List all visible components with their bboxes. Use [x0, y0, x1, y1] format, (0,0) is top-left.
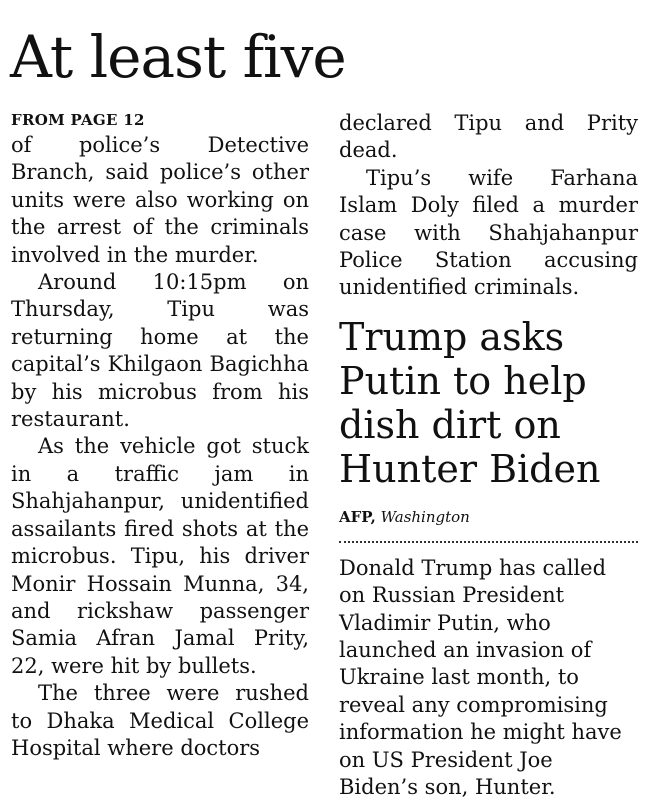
byline	[339, 507, 638, 527]
body-paragraph: Around 10:15pm on Thursday, Tipu was returning home at the capital’s Khilgaon Bagichha by his microbus from his restaurant.	[11, 270, 309, 432]
second-article-headline: Trump asks Putin to help dish dirt on Hunter Biden	[339, 314, 601, 491]
body-paragraph: As the vehicle got stuck in a traffic jam in Shahjahanpur, unidentified assailants fired shots at the microbus. Tipu, his driver Monir Hossain Munna, 34, and rickshaw passenger Samia Afran Jamal Prity, 22, were hit by bullets.	[11, 434, 309, 678]
byline-agency: AFP,	[339, 507, 376, 526]
left-column	[11, 110, 309, 762]
body-paragraph: declared Tipu and Prity dead.	[339, 111, 638, 163]
byline-dateline: Washington	[380, 507, 470, 526]
body-paragraph: of police’s Detective Branch, said police’s other units were also working on the arrest of the criminals involved in the murder.	[11, 133, 309, 267]
right-column	[339, 110, 638, 802]
dotted-divider	[339, 541, 638, 543]
body-paragraph: Tipu’s wife Farhana Islam Doly filed a murder case with Shahjahanpur Police Station accusing unidentified criminals.	[339, 165, 638, 300]
lead-paragraph: Donald Trump has called on Russian President Vladimir Putin, who launched an invasion of Ukraine last month, to reveal any compromising information he might have on US President Joe Biden’s son, Hunter.	[339, 555, 622, 800]
article-headline: At least five	[10, 23, 346, 91]
body-paragraph: The three were rushed to Dhaka Medical College Hospital where doctors	[11, 681, 309, 760]
continuation-kicker: FROM PAGE 12	[11, 111, 145, 129]
